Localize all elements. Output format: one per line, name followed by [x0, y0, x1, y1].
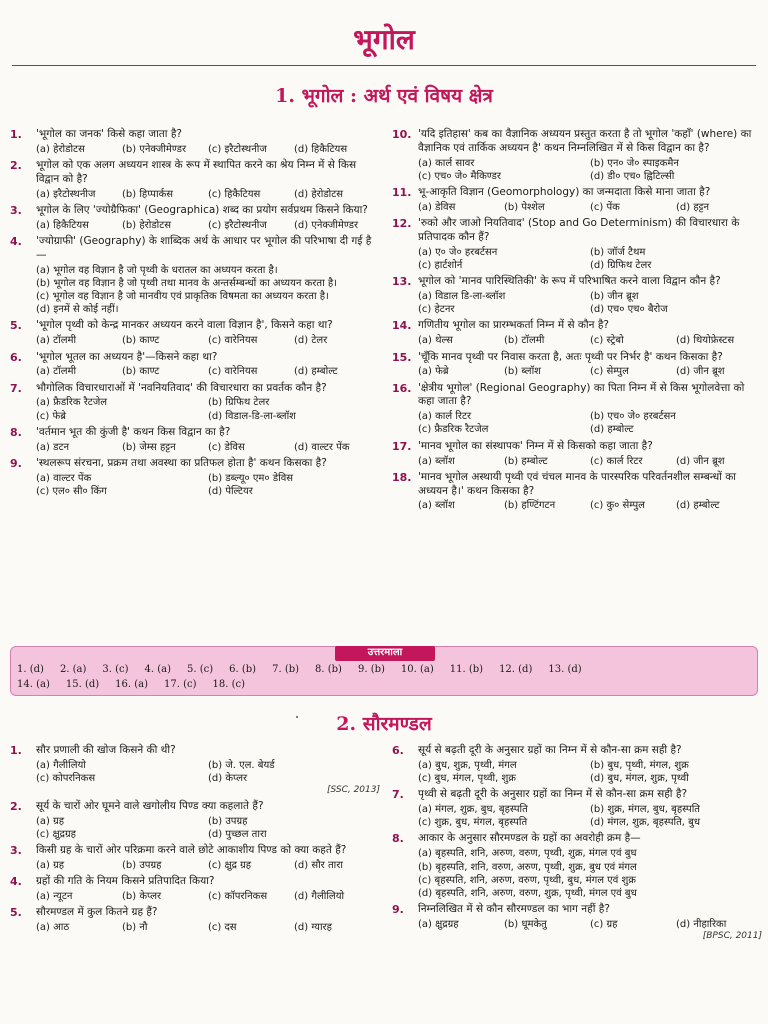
- question-body: [36, 800, 380, 841]
- question: [10, 844, 380, 872]
- option: (c) डेविस: [208, 441, 245, 453]
- question-number: 15.: [392, 350, 412, 364]
- question-body: [36, 159, 380, 201]
- answer-item: 3. (c): [102, 664, 129, 675]
- option: (a) क्षुद्रग्रह: [418, 918, 459, 930]
- option: (b) केप्लर: [122, 891, 162, 903]
- question-text: किसी ग्रह के चारों ओर परिक्रमा करने वाले छोटे आकाशीय पिण्ड को क्या कहते हैं?: [36, 844, 347, 857]
- question-number: 13.: [392, 275, 412, 289]
- option: (d) पुच्छल तारा: [208, 829, 267, 841]
- question-body: [36, 204, 380, 232]
- option: (a) टॉलमी: [36, 335, 77, 347]
- question-options: [36, 219, 380, 232]
- question-number: 5.: [10, 319, 22, 333]
- option: (b) ब्लॉश: [504, 366, 541, 378]
- answer-item: 2. (a): [59, 664, 87, 675]
- option: (d) बुध, मंगल, शुक्र, पृथ्वी: [590, 773, 689, 785]
- option: (b) एच० जे० हरबर्टसन: [590, 411, 676, 423]
- question: [392, 903, 762, 943]
- option: (c) कोपरनिकस: [36, 773, 96, 785]
- option: (d) ग्यारह: [294, 922, 332, 934]
- question-number: 4.: [10, 235, 22, 248]
- option: (c) फेब्रे: [36, 410, 66, 422]
- question-options: [36, 441, 380, 454]
- answer-item: 14. (a): [17, 679, 50, 690]
- option: (a) हिकैटियस: [36, 219, 89, 231]
- option: (a) टॉलमी: [36, 366, 77, 378]
- option: (c) कु० सेम्पुल: [590, 500, 645, 512]
- question-options: [36, 396, 380, 422]
- option: (c) हिकैटियस: [208, 188, 261, 200]
- question-text: भूगोल के लिए 'ज्योग्रैफिका' (Geographica) शब्द का प्रयोग सर्वप्रथम किसने किया?: [36, 203, 368, 216]
- option: (d) ग्रिफिथ टेलर: [590, 260, 652, 272]
- question: [10, 351, 380, 379]
- option: (b) डब्ल्यू० एम० डेविस: [208, 472, 294, 484]
- option: (a) हेरोडोटस: [36, 143, 85, 155]
- answer-item: 17. (c): [164, 679, 197, 690]
- question-options: [418, 410, 762, 436]
- question: [10, 875, 380, 903]
- option: (d) हम्बोल्ट: [676, 500, 720, 512]
- question-number: 3.: [10, 844, 22, 858]
- option: (d) हिकैटियस: [294, 143, 348, 155]
- option: (b) उपग्रह: [208, 815, 248, 827]
- question-number: 7.: [392, 788, 404, 802]
- option: (b) जीन ब्रूश: [590, 291, 639, 303]
- option: (d) जीन ब्रूश: [676, 366, 725, 378]
- option: (b) काण्ट: [122, 335, 160, 347]
- option: (a) न्यूटन: [36, 891, 73, 903]
- question-options: [36, 334, 380, 347]
- option: (b) हेरोडोटस: [122, 219, 172, 231]
- option: (c) हेटनर: [418, 304, 455, 316]
- option: (a) फेब्रे: [418, 366, 449, 378]
- question: [392, 744, 762, 785]
- section2-right-column: [392, 744, 762, 946]
- question: [392, 217, 762, 272]
- answer-item: 10. (a): [400, 664, 434, 675]
- question-text: 'भूगोल भूतल का अध्ययन है'—किसने कहा था?: [36, 350, 218, 363]
- option: (b) जे. एल. बेयर्ड: [208, 759, 275, 771]
- question: [10, 128, 380, 156]
- option: (b) टॉलमी: [504, 335, 545, 347]
- answer-item: 15. (d): [65, 679, 100, 690]
- question-body: [36, 382, 380, 423]
- question-body: [36, 319, 380, 347]
- section2-title: 2. सौरमण्डल: [336, 713, 432, 735]
- answer-key-row-1: [17, 663, 753, 676]
- question-options: [36, 188, 380, 201]
- question-text: गणितीय भूगोल का प्रारम्भकर्ता निम्न में से कौन है?: [418, 319, 609, 332]
- option: (d) हेरोडोटस: [294, 188, 344, 200]
- option: (d) गैलीलियो: [294, 891, 345, 903]
- question: [392, 128, 762, 183]
- option: (a) ब्लॉश: [418, 455, 455, 467]
- option: (c) दस: [208, 922, 237, 934]
- option: (a) फ्रैडरिक रैटजेल: [36, 397, 108, 409]
- answer-item: 4. (a): [144, 664, 172, 675]
- option: (d) हम्बोल्ट: [294, 366, 338, 378]
- option: (b) धूमकेतु: [504, 918, 547, 930]
- option: (b) हिप्पार्कस: [122, 188, 174, 200]
- option: (c) एच० जे० मैकिण्डर: [418, 170, 501, 182]
- answer-item: 18. (c): [212, 679, 246, 690]
- question-body: [36, 906, 380, 934]
- option: (b) बृहस्पति, शनि, वरुण, अरुण, पृथ्वी, शुक्र, बुध एवं मंगल: [418, 861, 637, 873]
- question: [392, 275, 762, 316]
- question-options: [418, 334, 762, 347]
- question-number: 9.: [10, 456, 22, 470]
- question-body: [418, 186, 762, 214]
- question-options: [36, 365, 380, 378]
- option: (a) कार्ल रिटर: [418, 411, 472, 423]
- question-text: भू-आकृति विज्ञान (Geomorphology) का जन्मदाता किसे माना जाता है?: [418, 186, 711, 199]
- option: (d) एच० एच० बैरोज: [590, 304, 668, 316]
- option: (d) मंगल, शुक्र, बृहस्पति, बुध: [590, 817, 701, 829]
- option: (a) भूगोल वह विज्ञान है जो पृथ्वी के धरातल का अध्ययन करता है।: [36, 264, 278, 276]
- question-text: 'वर्तमान भूत की कुंजी है' कथन किस विद्वान का है?: [36, 425, 231, 438]
- question-options: [418, 157, 762, 183]
- question-body: [418, 440, 762, 468]
- option: (c) कॉपरनिकस: [208, 891, 268, 903]
- option: (b) पेश्शेल: [504, 201, 545, 213]
- question: [392, 382, 762, 437]
- question-options: [418, 918, 762, 931]
- question-body: [418, 128, 762, 183]
- question-options: [418, 290, 762, 316]
- option: (a) वाल्टर पेंक: [36, 472, 92, 484]
- option: (a) ब्लॉश: [418, 500, 455, 512]
- option: (c) फ्रैडरिक रैटजेल: [418, 424, 489, 436]
- answer-item: 9. (b): [357, 664, 385, 675]
- question-options: [36, 921, 380, 934]
- question-options: [418, 365, 762, 378]
- option: (d) वाल्टर पेंक: [294, 441, 350, 453]
- question: [392, 186, 762, 214]
- question-text: 'मानव भूगोल अस्थायी पृथ्वी एवं चंचल मानव के पारस्परिक परिवर्तनशील सम्बन्धों का अध्ययन है।' कथन किसका है?: [418, 470, 737, 497]
- question-body: [418, 903, 762, 943]
- question-number: 14.: [392, 319, 412, 333]
- option: (c) वारेनियस: [208, 335, 258, 347]
- option: (b) हण्टिंगटन: [504, 500, 556, 512]
- option: (a) आठ: [36, 922, 70, 934]
- question: [392, 832, 762, 900]
- answer-item: 11. (b): [449, 664, 484, 675]
- question: [10, 204, 380, 232]
- question-source: [SSC, 2013]: [326, 785, 380, 796]
- question-options: [418, 246, 762, 272]
- option: (c) सेम्पुल: [590, 366, 629, 378]
- question: [392, 788, 762, 829]
- option: (b) ग्रिफिथ टेलर: [208, 397, 270, 409]
- question: [10, 457, 380, 498]
- answer-item: 13. (d): [548, 664, 582, 675]
- question: [10, 744, 380, 797]
- answer-item: 6. (b): [229, 664, 257, 675]
- question-text: सौरमण्डल में कुल कितने ग्रह हैं?: [36, 906, 158, 919]
- option: (a) डेविस: [418, 201, 456, 213]
- option: (d) बृहस्पति, शनि, अरुण, वरुण, शुक्र, पृथ्वी, मंगल एवं बुध: [418, 887, 637, 899]
- question-text: 'चूँकि मानव पृथ्वी पर निवास करता है, अतः पृथ्वी पर निर्भर है' कथन किसका है?: [418, 350, 723, 363]
- option: (a) बुध, शुक्र, पृथ्वी, मंगल: [418, 759, 517, 771]
- option: (b) काण्ट: [122, 366, 160, 378]
- question-text: 'स्थलरूप संरचना, प्रक्रम तथा अवस्था का प्रतिफल होता है' कथन किसका है?: [36, 456, 327, 469]
- answer-item: 5. (c): [187, 664, 214, 675]
- question-options: [418, 759, 762, 785]
- question-body: [36, 235, 380, 316]
- option: (d) केप्लर: [208, 773, 248, 785]
- option: (a) बृहस्पति, शनि, अरुण, वरुण, पृथ्वी, शुक्र, मंगल एवं बुध: [418, 848, 637, 860]
- answer-key: [10, 646, 758, 696]
- question: [10, 159, 380, 201]
- question-options: [36, 759, 380, 785]
- question-text: सूर्य से बढ़ती दूरी के अनुसार ग्रहों का निम्न में से कौन-सा क्रम सही है?: [418, 744, 682, 756]
- question-options: [418, 803, 762, 829]
- question-options: [418, 201, 762, 214]
- option: (c) एल० सी० किंग: [36, 485, 107, 497]
- question-number: 6.: [10, 350, 22, 364]
- question-text: निम्नलिखित में से कौन सौरमण्डल का भाग नहीं है?: [418, 903, 610, 916]
- option: (c) हार्टशोर्न: [418, 260, 463, 272]
- question-text: 'रुको और जाओ नियतिवाद' (Stop and Go Determinism) की विचारधारा के प्रतिपादक कौन हैं?: [418, 217, 740, 243]
- question-number: 1.: [10, 128, 22, 141]
- option: (a) थेल्स: [418, 335, 453, 347]
- option: (a) मंगल, शुक्र, बुध, बृहस्पति: [418, 804, 528, 816]
- question-number: 8.: [10, 425, 22, 439]
- question: [392, 351, 762, 379]
- option: (b) एनेक्जीमेण्डर: [122, 143, 187, 155]
- question-text: ग्रहों की गति के नियम किसने प्रतिपादित किया?: [36, 875, 215, 888]
- option: (b) हम्बोल्ट: [504, 455, 548, 467]
- question: [392, 319, 762, 347]
- question-body: [418, 744, 762, 785]
- question-body: [36, 426, 380, 454]
- answer-key-title: उत्तरमाला: [335, 646, 435, 661]
- question-text: 'यदि इतिहास' कब का वैज्ञानिक अध्ययन प्रस्तुत करता है तो भूगोल 'कहाँ' (where) का वैज्ञानिक एवं तार्किक अध्ययन है' कथन निम्नलिखित में से किस विद्वान का है?: [418, 128, 752, 154]
- question-body: [418, 319, 762, 347]
- title-rule: [12, 65, 756, 66]
- option: (c) क्षुद्र ग्रह: [208, 860, 252, 872]
- question-number: 3.: [10, 203, 22, 217]
- question-text: 'मानव भूगोल का संस्थापक' निम्न में से किसको कहा जाता है?: [418, 439, 653, 452]
- option: (a) ग्रह: [36, 860, 65, 872]
- question-text: सौर प्रणाली की खोज किसने की थी?: [36, 744, 176, 756]
- question-number: 4.: [10, 875, 22, 889]
- question-text: भूगोल को 'मानव पारिस्थितिकी' के रूप में परिभाषित करने वाला विद्वान कौन है?: [418, 275, 721, 288]
- question-number: 2.: [10, 800, 22, 814]
- question: [10, 426, 380, 454]
- question-options: [418, 847, 762, 900]
- question: [10, 906, 380, 934]
- section1-title: 1. भूगोल : अर्थ एवं विषय क्षेत्र: [275, 85, 493, 107]
- option: (d) एनेक्जीमेण्डर: [294, 219, 359, 231]
- answer-item: 16. (a): [115, 679, 149, 690]
- option: (c) वारेनियस: [208, 366, 258, 378]
- option: (d) हम्बोल्ट: [590, 424, 634, 436]
- question: [10, 382, 380, 423]
- question-body: [418, 351, 762, 379]
- question: [10, 319, 380, 347]
- question-options: [36, 815, 380, 841]
- section2-left-column: [10, 744, 380, 937]
- option: (d) जीन ब्रूश: [676, 455, 725, 467]
- option: (c) शुक्र, बुध, मंगल, बृहस्पति: [418, 817, 528, 829]
- option: (a) ए० जे० हरबर्टसन: [418, 246, 498, 258]
- question-text: 'भूगोल का जनक' किसे कहा जाता है?: [36, 128, 182, 140]
- question-body: [418, 788, 762, 829]
- question-options: [418, 499, 762, 512]
- answer-item: 7. (b): [272, 664, 300, 675]
- option: (b) बुध, पृथ्वी, मंगल, शुक्र: [590, 759, 689, 771]
- answer-item: 8. (b): [315, 664, 342, 675]
- option: (b) नौ: [122, 922, 148, 934]
- question-text: पृथ्वी से बढ़ती दूरी के अनुसार ग्रहों का निम्न में से कौन-सा क्रम सही है?: [418, 788, 688, 801]
- option: (c) इरैटोस्थनीज: [208, 143, 267, 155]
- option: (c) स्ट्रेबो: [590, 335, 624, 347]
- option: (c) बुध, मंगल, पृथ्वी, शुक्र: [418, 773, 516, 785]
- question-body: [418, 382, 762, 437]
- question-body: [418, 217, 762, 272]
- option: (c) भूगोल वह विज्ञान है जो मानवीय एवं प्राकृतिक विषमता का अध्ययन करता है।: [36, 291, 329, 303]
- option: (a) विडाल डि-ला-ब्लॉश: [418, 291, 506, 303]
- question-number: 11.: [392, 186, 412, 200]
- option: (c) क्षुद्रग्रह: [36, 829, 76, 841]
- page-title: भूगोल: [353, 23, 415, 56]
- option: (b) जॉर्ज टैथम: [590, 246, 646, 258]
- option: (d) नीहारिका: [676, 918, 727, 930]
- section1-left-column: [10, 128, 380, 501]
- question-number: 8.: [392, 832, 404, 846]
- question-text: भौगोलिक विचारधाराओं में 'नवनियतिवाद' की विचारधारा का प्रवर्तक कौन है?: [36, 381, 327, 394]
- option: (d) इनमें से कोई नहीं।: [36, 304, 119, 316]
- option: (d) पेल्टियर: [208, 485, 253, 497]
- question-options: [418, 455, 762, 468]
- question-body: [418, 832, 762, 900]
- option: (b) भूगोल वह विज्ञान है जो पृथ्वी तथा मानव के अन्तर्सम्बन्धों का अध्ययन करता है।: [36, 277, 337, 289]
- question-body: [418, 275, 762, 316]
- question-options: [36, 859, 380, 872]
- question-body: [36, 744, 380, 797]
- option: (d) थियोफ्रेस्टस: [676, 335, 735, 347]
- question: [392, 471, 762, 513]
- section1-right-column: [392, 128, 762, 516]
- option: (b) एन० जे० स्पाइकमैन: [590, 157, 679, 169]
- option: (a) इरैटोस्थनीज: [36, 188, 96, 200]
- question-number: 2.: [10, 159, 22, 173]
- question-number: 1.: [10, 744, 22, 757]
- option: (a) गैलीलियो: [36, 759, 86, 771]
- question-number: 9.: [392, 903, 404, 917]
- option: (b) उपग्रह: [122, 860, 162, 872]
- option: (b) जेम्स हट्टन: [122, 441, 176, 453]
- question-number: 6.: [392, 744, 404, 757]
- option: (c) बृहस्पति, शनि, अरुण, वरुण, पृथ्वी, बुध, मंगल एवं शुक्र: [418, 874, 636, 886]
- question-text: सूर्य के चारों ओर घूमने वाले खगोलीय पिण्ड क्या कहलाते हैं?: [36, 800, 264, 813]
- question-body: [418, 471, 762, 513]
- option: (d) विडाल-डि-ला-ब्लॉश: [208, 410, 296, 422]
- question-text: 'भूगोल पृथ्वी को केन्द्र मानकर अध्ययन करने वाला विज्ञान है', किसने कहा था?: [36, 319, 333, 332]
- option: (d) टेलर: [294, 335, 328, 347]
- option: (c) पेंक: [590, 201, 620, 213]
- question-text: 'ज्योग्राफी' (Geography) के शाब्दिक अर्थ के आधार पर भूगोल की परिभाषा दी गई है—: [36, 235, 372, 261]
- question: [10, 235, 380, 316]
- option: (c) ग्रह: [590, 918, 618, 930]
- answer-item: 1. (d): [17, 664, 44, 675]
- question-source: [BPSC, 2011]: [702, 931, 762, 942]
- question-number: 12.: [392, 217, 412, 231]
- question-number: 7.: [10, 381, 22, 395]
- question-number: 17.: [392, 439, 412, 453]
- question-options: [36, 472, 380, 498]
- option: (a) ग्रह: [36, 815, 65, 827]
- option: (d) सौर तारा: [294, 860, 343, 872]
- question-options: [36, 890, 380, 903]
- question-body: [36, 128, 380, 156]
- question-body: [36, 844, 380, 872]
- question-text: भूगोल को एक अलग अध्ययन शास्त्र के रूप में स्थापित करने का श्रेय निम्न में से किस विद्वान को है?: [36, 159, 357, 185]
- question-number: 16.: [392, 381, 412, 395]
- question-options: [36, 264, 380, 317]
- option: (c) कार्ल रिटर: [590, 455, 643, 467]
- question: [10, 800, 380, 841]
- question-text: 'क्षेत्रीय भूगोल' (Regional Geography) का पिता निम्न में से किस भूगोलवेत्ता को कहा जाता है?: [418, 381, 745, 408]
- question: [392, 440, 762, 468]
- question-options: [36, 143, 380, 156]
- question-body: [36, 875, 380, 903]
- option: (a) डटन: [36, 441, 70, 453]
- question-number: 10.: [392, 128, 412, 141]
- question-number: 5.: [10, 906, 22, 920]
- question-body: [36, 351, 380, 379]
- question-body: [36, 457, 380, 498]
- answer-key-row-2: [17, 678, 753, 691]
- option: (b) शुक्र, मंगल, बुध, बृहस्पति: [590, 804, 701, 816]
- option: (d) डी० एच० ह्विटिल्सी: [590, 170, 675, 182]
- answer-item: 12. (d): [499, 664, 533, 675]
- option: (a) कार्ल सावर: [418, 157, 475, 169]
- question-number: 18.: [392, 470, 412, 484]
- option: (c) इरैटोस्थनीज: [208, 219, 267, 231]
- question-text: आकार के अनुसार सौरमण्डल के ग्रहों का अवरोही क्रम है—: [418, 832, 641, 845]
- option: (d) हट्टन: [676, 201, 710, 213]
